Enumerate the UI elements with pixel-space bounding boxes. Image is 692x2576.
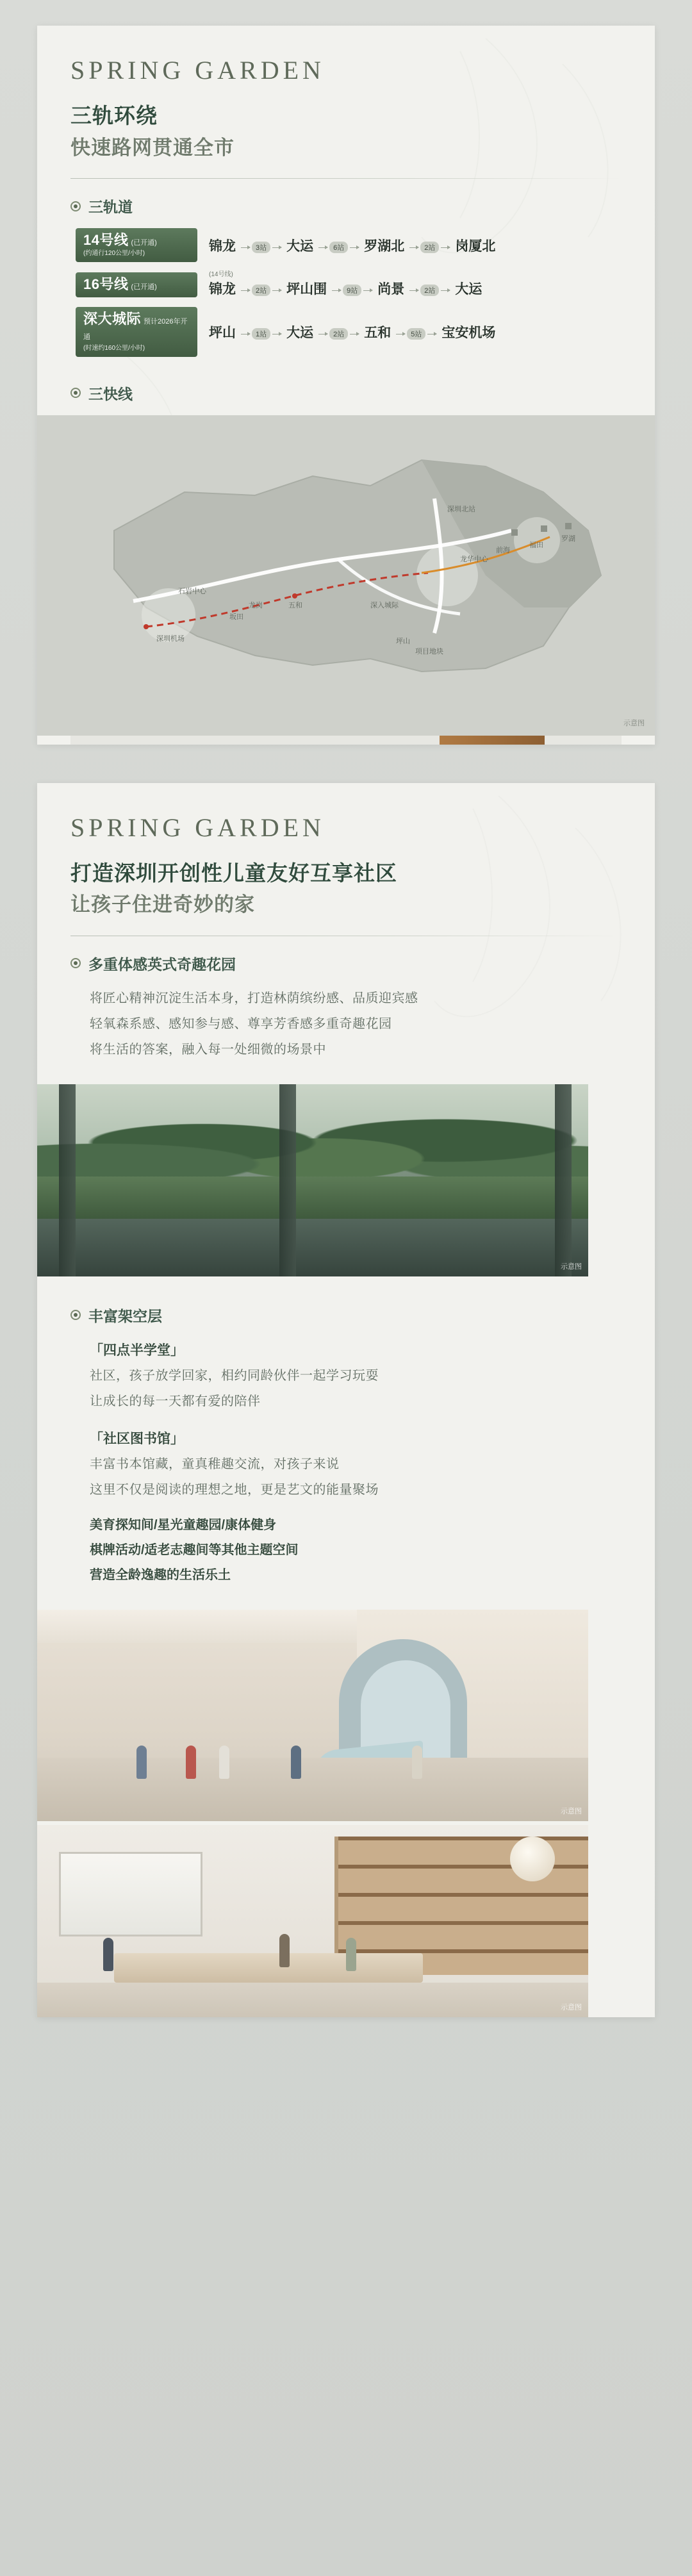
stop: 坪山: [209, 326, 236, 341]
line-name-note: (已开通): [131, 239, 157, 247]
transit-line-row: [70, 307, 622, 356]
line-stops: [209, 235, 495, 255]
line-name: 深大城际: [83, 311, 142, 327]
stop-gap: 5站: [396, 328, 436, 342]
transit-title-label: 三轨道: [88, 199, 133, 216]
photo-disclaimer: 示意图: [561, 1262, 582, 1271]
svg-text:五和: 五和: [288, 601, 302, 609]
stop: (14号线) 锦龙: [209, 271, 236, 297]
divider: [70, 178, 622, 179]
facility-section-title: [70, 1305, 622, 1326]
stop: 尚景: [377, 282, 405, 297]
stop-gap: 2站: [409, 285, 450, 298]
svg-text:龙华中心: 龙华中心: [460, 555, 488, 563]
transit-line-row: [70, 228, 622, 262]
svg-text:前海: 前海: [496, 546, 510, 554]
map-graphic: [37, 415, 655, 736]
garden-para: 将匠心精神沉淀生活本身，打造林荫缤纷感、品质迎宾感: [90, 991, 418, 1005]
transit-card: [37, 26, 655, 745]
library-photo: [37, 1825, 588, 2017]
atrium-photo: [37, 1610, 588, 1821]
photo-disclaimer: 示意图: [561, 2003, 582, 2011]
stop: 锦龙: [209, 239, 236, 254]
map-scroll-bar[interactable]: [70, 736, 622, 745]
stop: 坪山围: [286, 282, 327, 297]
section1-subhead: 快速路网贯通全市: [70, 136, 235, 159]
line-name-note: 预计2026年开通: [83, 318, 188, 342]
city-map: [37, 415, 655, 736]
transit-section-title: [70, 195, 622, 217]
stop-gap: 2站: [409, 242, 450, 255]
facility-sub-title-1: 「四点半学堂」: [90, 1342, 184, 1358]
svg-text:坂田: 坂田: [229, 613, 243, 621]
svg-text:坪山: 坪山: [396, 637, 410, 645]
garden-photo: [37, 1084, 588, 1276]
line-name: 16号线: [83, 276, 129, 292]
facility-bold-line: 棋牌活动/适老志趣间等其他主题空间: [90, 1542, 299, 1557]
svg-text:深圳北站: 深圳北站: [447, 505, 475, 513]
stop: 五和: [364, 326, 391, 341]
community-card: [37, 783, 655, 2017]
photo-disclaimer: 示意图: [561, 1807, 582, 1815]
ring-bullet-icon: [70, 958, 81, 968]
facility-bold-line: 美育探知间/星光童趣园/康体健身: [90, 1517, 277, 1532]
garden-para: 将生活的答案，融入每一处细微的场景中: [90, 1042, 326, 1057]
line-name-note: (已开通): [131, 283, 157, 291]
transit-line-row: [70, 271, 622, 298]
svg-text:项目地块: 项目地块: [415, 647, 443, 656]
svg-text:福田: 福田: [529, 541, 543, 549]
express-title-label: 三快线: [88, 385, 133, 402]
stop-gap: 2站: [241, 285, 281, 298]
stop-gap: 9站: [332, 285, 372, 298]
facility-sub-title-2: 「社区图书馆」: [90, 1431, 184, 1446]
section2-headline: 打造深圳开创性儿童友好互享社区: [70, 861, 397, 885]
svg-text:龙岗: 龙岗: [249, 601, 263, 609]
svg-text:深圳机场: 深圳机场: [156, 634, 185, 643]
facility-para: 让成长的每一天都有爱的陪伴: [90, 1394, 261, 1408]
line-name: 14号线: [83, 232, 129, 249]
stop: 岗厦北: [455, 239, 496, 254]
ring-bullet-icon: [70, 388, 81, 398]
garden-title-label: 多重体感英式奇趣花园: [88, 955, 236, 973]
line-chip: [76, 228, 197, 262]
express-section-title: [70, 383, 622, 404]
section1-headline: 三轨环绕: [70, 104, 158, 128]
facility-para: 这里不仅是阅读的理想之地，更是艺文的能量聚场: [90, 1482, 379, 1497]
garden-para: 轻氧森系感、感知参与感、尊享芳香感多重奇趣花园: [90, 1016, 392, 1031]
map-disclaimer: 示意图: [623, 719, 645, 727]
line-stops: [209, 271, 482, 298]
svg-text:深入城际: 深入城际: [370, 601, 399, 609]
line-chip: [76, 307, 197, 356]
line-sub-note: (约通行120公里/小时): [83, 250, 145, 258]
stop-gap: 1站: [241, 328, 281, 342]
stop: 罗湖北: [364, 239, 405, 254]
facility-bold-line: 营造全龄逸趣的生活乐土: [90, 1567, 231, 1582]
stop-gap: 6站: [318, 242, 359, 255]
svg-text:罗湖: 罗湖: [561, 534, 575, 543]
ring-bullet-icon: [70, 201, 81, 211]
stop: 大运: [286, 239, 314, 254]
facility-title-label: 丰富架空层: [88, 1307, 162, 1325]
section2-subhead: 让孩子住进奇妙的家: [70, 893, 255, 916]
line-stops: [209, 322, 495, 342]
ring-bullet-icon: [70, 1310, 81, 1320]
stop-gap: 3站: [241, 242, 281, 255]
line-chip: [76, 272, 197, 297]
facility-para: 社区，孩子放学回家，相约同龄伙伴一起学习玩耍: [90, 1368, 379, 1383]
brand-logo: SPRING GARDEN: [70, 56, 325, 85]
garden-section-title: [70, 953, 622, 974]
brand-logo: SPRING GARDEN: [70, 813, 325, 842]
stop: 宝安机场: [441, 326, 496, 341]
stop-gap: 2站: [318, 328, 359, 342]
stop: 大运: [286, 326, 314, 341]
facility-para: 丰富书本馆藏，童真稚趣交流，对孩子来说: [90, 1457, 340, 1471]
line-sub-note: (时速约160公里/小时): [83, 344, 145, 352]
stop: 大运: [455, 282, 482, 297]
svg-text:石岩中心: 石岩中心: [178, 587, 206, 595]
